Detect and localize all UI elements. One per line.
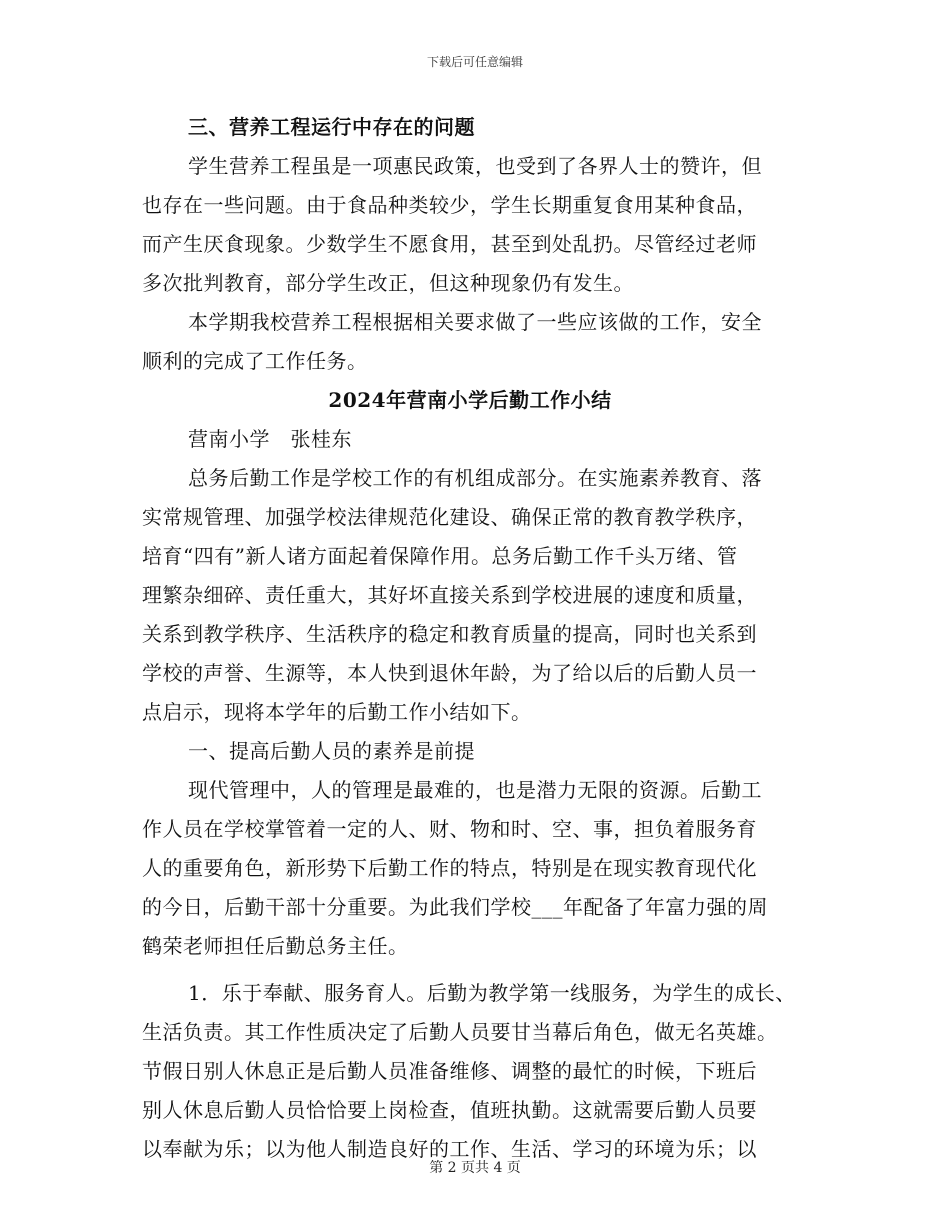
paragraph-line: 1．乐于奉献、服务育人。后勤为教学第一线服务，为学生的成长、 [188,981,796,1005]
document-body [142,108,798,1169]
author-line: 营南小学 张桂东 [188,427,352,451]
paragraph-line: 生活负责。其工作性质决定了后勤人员要甘当幕后角色，做无名英雄。 [142,1020,778,1044]
section-heading: 三、营养工程运行中存在的问题 [188,115,475,139]
paragraph-line: 顺利的完成了工作任务。 [142,349,368,373]
paragraph-line: 学校的声誉、生源等，本人快到退休年龄，为了给以后的后勤人员一 [142,661,757,685]
paragraph-line: 点启示，现将本学年的后勤工作小结如下。 [142,700,532,724]
paragraph-line: 鹤荣老师担任后勤总务主任。 [142,934,409,958]
paragraph-line: 关系到教学秩序、生活秩序的稳定和教育质量的提高，同时也关系到 [142,622,757,646]
paragraph-line: 本学期我校营养工程根据相关要求做了一些应该做的工作，安全 [188,310,762,334]
paragraph-line: 多次批判教育，部分学生改正，但这种现象仍有发生。 [142,271,634,295]
paragraph-line: 的今日，后勤干部十分重要。为此我们学校___年配备了年富力强的周 [142,895,768,919]
paragraph-gap [142,966,798,974]
paragraph-line: 理繁杂细碎、责任重大，其好坏直接关系到学校进展的速度和质量， [142,583,757,607]
paragraph-line: 别人休息后勤人员恰恰要上岗检查，值班执勤。这就需要后勤人员要 [142,1098,757,1122]
paragraph-line: 人的重要角色，新形势下后勤工作的特点，特别是在现实教育现代化 [142,856,757,880]
paragraph-line: 也存在一些问题。由于食品种类较少，学生长期重复食用某种食品， [142,193,757,217]
paragraph-line: 节假日别人休息正是后勤人员准备维修、调整的最忙的时候，下班后 [142,1059,757,1083]
paragraph-line: 而产生厌食现象。少数学生不愿食用，甚至到处乱扔。尽管经过老师 [142,232,757,256]
paragraph-line: 以奉献为乐；以为他人制造良好的工作、生活、学习的环境为乐；以 [142,1137,757,1161]
page-footer: 第 2 页共 4 页 [429,1160,521,1176]
document-title: 2024年营南小学后勤工作小结 [328,388,612,412]
page-header: 下载后可任意编辑 [426,55,523,69]
paragraph-line: 作人员在学校掌管着一定的人、财、物和时、空、事，担负着服务育 [142,817,757,841]
paragraph-line: 实常规管理、加强学校法律规范化建设、确保正常的教育教学秩序， [142,505,757,529]
paragraph-line: 学生营养工程虽是一项惠民政策，也受到了各界人士的赞许，但 [188,154,762,178]
subsection-heading: 一、提高后勤人员的素养是前提 [188,739,475,763]
paragraph-line: 现代管理中，人的管理是最难的，也是潜力无限的资源。后勤工 [188,778,762,802]
paragraph-line: 总务后勤工作是学校工作的有机组成部分。在实施素养教育、落 [188,466,762,490]
paragraph-line: 培育“四有”新人诸方面起着保障作用。总务后勤工作千头万绪、管 [142,544,738,568]
